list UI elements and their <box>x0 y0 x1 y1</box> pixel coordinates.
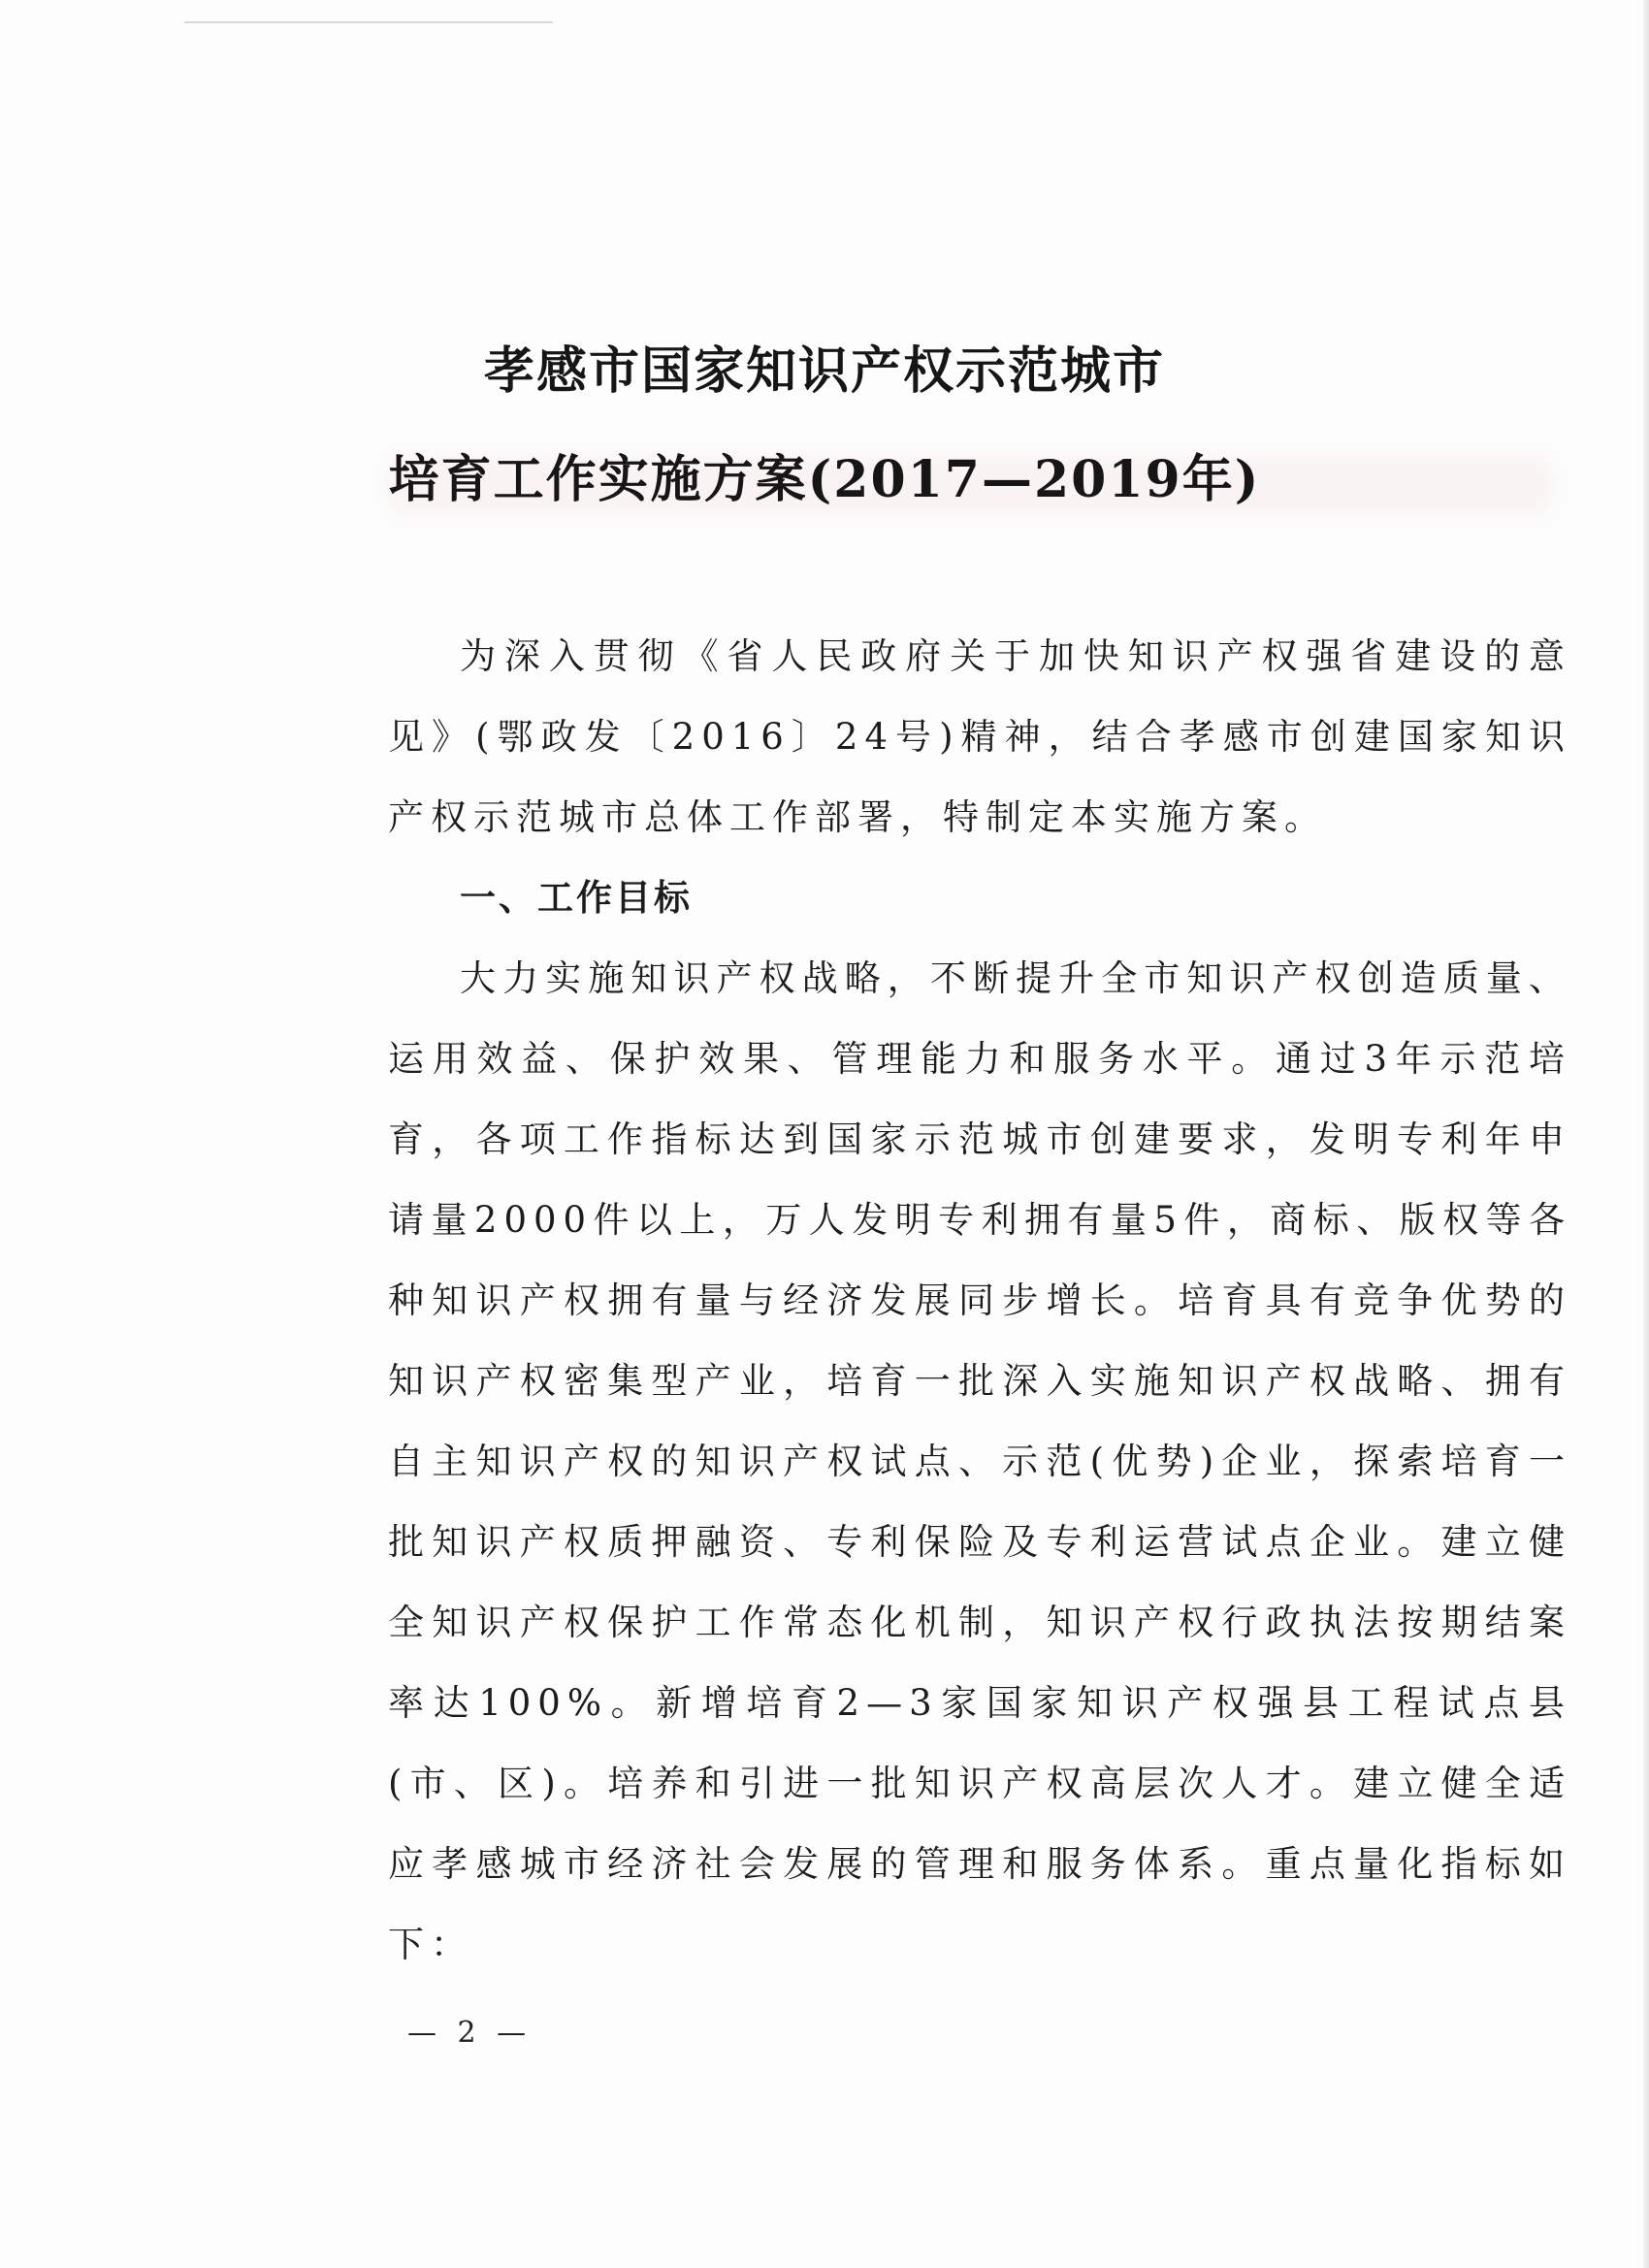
intro-paragraph: 为深入贯彻《省人民政府关于加快知识产权强省建设的意见》(鄂政发〔2016〕24号)精神，结合孝感市创建国家知识产权示范城市总体工作部署，特制定本实施方案。 <box>388 635 1571 838</box>
section-heading-work-goals: 一、工作目标 <box>460 876 693 919</box>
work-goals-paragraph: 大力实施知识产权战略，不断提升全市知识产权创造质量、运用效益、保护效果、管理能力和服务水平。通过3年示范培育，各项工作指标达到国家示范城市创建要求，发明专利年申请量2000件以上，万人发明专利拥有量5件，商标、版权等各种知识产权拥有量与经济发展同步增长。培育具有竞争优势的知识产权密集型产业，培育一批深入实施知识产权战略、拥有自主知识产权的知识产权试点、示范(优势)企业，探索培育一批知识产权质押融资、专利保险及专利运营试点企业。建立健全知识产权保护工作常态化机制，知识产权行政执法按期结案率达100%。新增培育2—3家国家知识产权强县工程试点县(市、区)。培养和引进一批知识产权高层次人才。建立健全适应孝感城市经济社会发展的管理和服务体系。重点量化指标如下： <box>388 957 1571 1965</box>
document-title-line-1: 孝感市国家知识产权示范城市 <box>483 341 1165 401</box>
page-number: — 2 — <box>407 2016 533 2050</box>
document-body <box>388 616 1571 1985</box>
document-title-line-2: 培育工作实施方案(2017—2019年) <box>388 450 1261 509</box>
scan-edge-mark <box>184 21 553 23</box>
